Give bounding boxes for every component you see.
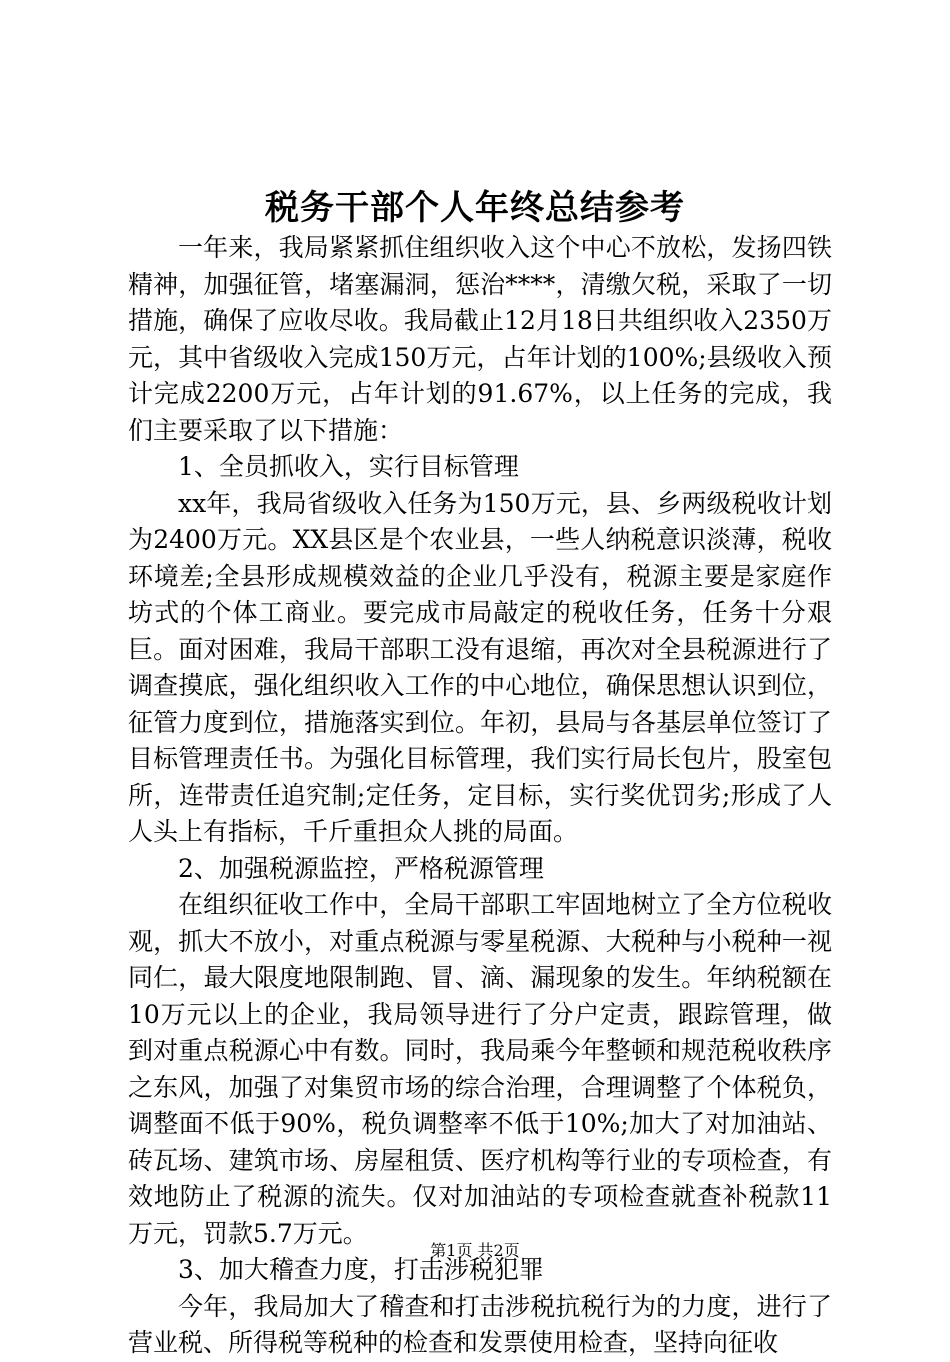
document-body [128,230,832,1362]
paragraph-intro: 一年来，我局紧紧抓住组织收入这个中心不放松，发扬四铁精神，加强征管，堵塞漏洞，惩治****，清缴欠税，采取了一切措施，确保了应收尽收。我局截止12月18日共组织收入2350万元，其中省级收入完成150万元，占年计划的100%;县级收入预计完成2200万元，占年计划的91.67%，以上任务的完成，我们主要采取了以下措施： [128,233,832,445]
page-footer: 第1页 共2页 [430,1241,520,1260]
document-title: 税务干部个人年终总结参考 [265,188,685,228]
section-heading-2: 2、加强税源监控，严格税源管理 [178,853,544,883]
paragraph-section-2: 在组织征收工作中，全局干部职工牢固地树立了全方位税收观，抓大不放小，对重点税源与零星税源、大税种与小税种一视同仁，最大限度地限制跑、冒、滴、漏现象的发生。年纳税额在10万元以上的企业，我局领导进行了分户定责，跟踪管理，做到对重点税源心中有数。同时，我局乘今年整顿和规范税收秩序之东风，加强了对集贸市场的综合治理，合理调整了个体税负，调整面不低于90%，税负调整率不低于10%;加大了对加油站、砖瓦场、建筑市场、房屋租赁、医疗机构等行业的专项检查，有效地防止了税源的流失。仅对加油站的专项检查就查补税款11万元，罚款5.7万元。 [128,890,832,1248]
paragraph-section-3: 今年，我局加大了稽查和打击涉税抗税行为的力度，进行了营业税、所得税等税种的检查和发票使用检查，坚持向征收 [128,1291,832,1357]
section-heading-1: 1、全员抓收入，实行目标管理 [178,452,519,481]
paragraph-section-1: xx年，我局省级收入任务为150万元，县、乡两级税收计划为2400万元。XX县区是个农业县，一些人纳税意识淡薄，税收环境差;全县形成规模效益的企业几乎没有，税源主要是家庭作坊式的个体工商业。要完成市局敲定的税收任务，任务十分艰巨。面对困难，我局干部职工没有退缩，再次对全县税源进行了调查摸底，强化组织收入工作的中心地位，确保思想认识到位，征管力度到位，措施落实到位。年初，县局与各基层单位签订了目标管理责任书。为强化目标管理，我们实行局长包片，股室包所，连带责任追究制;定任务，定目标，实行奖优罚劣;形成了人人头上有指标，千斤重担众人挑的局面。 [128,488,832,846]
section-heading-3: 3、加大稽查力度，打击涉税犯罪 [178,1255,544,1284]
